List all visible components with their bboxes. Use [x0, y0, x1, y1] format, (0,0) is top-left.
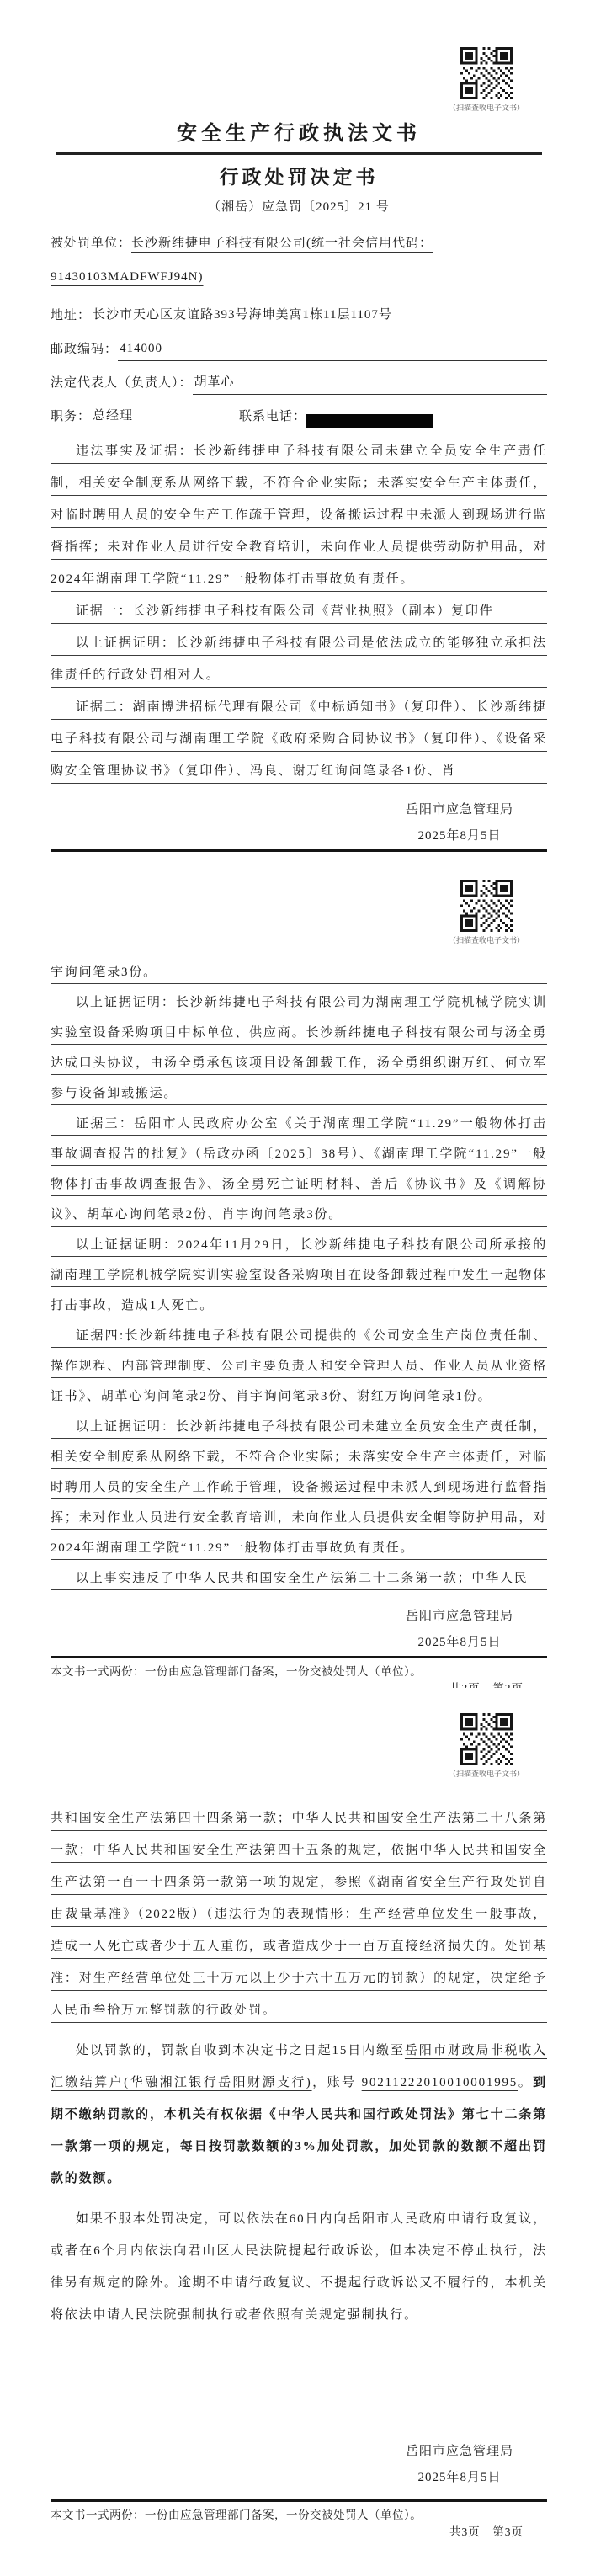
qr-caption: （扫描查收电子文书） [448, 936, 524, 945]
field-legal-representative [50, 361, 547, 395]
page-3 [0, 1688, 606, 2576]
account-number: 90211222010010001995 [361, 2076, 518, 2089]
signature-date: 2025年8月5日 [417, 1636, 502, 1649]
page-2 [0, 854, 606, 1688]
address-label: 地址： [50, 309, 92, 322]
evidence-4-paragraph: 证据四:长沙新纬捷电子科技有限公司提供的《公司安全生产岗位责任制、操作规程、内部管理制度、公司主要负责人和安全管理人员、作业人员从业资格证书》、胡革心询问笔录2份、肖宇询问笔录3份、谢红万询问笔录1份。 [50, 1329, 547, 1403]
signature-agency: 岳阳市应急管理局 [405, 803, 513, 817]
review-authority: 岳阳市人民政府 [348, 2212, 448, 2226]
postal-value: 414000 [118, 342, 169, 361]
evidence-3-paragraph: 证据三：岳阳市人民政府办公室《关于湖南理工学院“11.29”一般物体打击事故调查报告的批复》（岳政办函〔2025〕38号）、《湖南理工学院“11.29”一般物体打击事故调查报告》、汤全勇死亡证明材料、善后《协议书》及《调解协议》、胡革心询问笔录2份、肖宇询问笔录3份。 [50, 1117, 547, 1221]
evidence-1-paragraph: 证据一：长沙新纬捷电子科技有限公司《营业执照》（副本）复印件 [76, 604, 494, 618]
party-fields [50, 226, 547, 428]
penalized-unit-value: 长沙新纬捷电子科技有限公司(统一社会信用代码：91430103MADFWFJ94N) [50, 237, 433, 284]
qr-block [444, 880, 529, 945]
facts-evidence-paragraph: 违法事实及证据：长沙新纬捷电子科技有限公司未建立全员安全生产责任制，相关安全制度系从网络下载，不符合企业实际；未落实安全生产主体责任，对临时聘用人员的安全生产工作疏于管理，设备搬运过程中未派人到现场进行监督指挥；未对作业人员进行安全教育培训，未向作业人员提供劳动防护用品，对2024年湖南理工学院“11.29”一般物体打击事故负有责任。 [50, 444, 547, 586]
signature-block [406, 797, 513, 849]
evidence-3-proof-paragraph: 以上证据证明：2024年11月29日，长沙新纬捷电子科技有限公司所承接的湖南理工学院机械学院实训实验室设备采购项目在设备卸载过程中发生一起物体打击事故，造成1人死亡。 [50, 1238, 547, 1312]
violation-clause-paragraph: 以上事实违反了中华人民共和国安全生产法第二十二条第一款；中华人民 [76, 1572, 529, 1585]
page-number: 共3页 第3页 [449, 2525, 524, 2538]
legal-rep-value: 胡革心 [193, 372, 242, 395]
qr-caption: （扫描查收电子文书） [448, 1770, 524, 1778]
appeal-text-3: 提起行政诉讼，但本决定不停止执行，法律另有规定的除外。逾期不申请行政复议、不提起行政诉讼又不履行的，本机关将依法申请人民法院强制执行或者依照有关规定强制执行。 [50, 2244, 547, 2322]
underline-fill [242, 394, 547, 395]
job-title-value: 总经理 [91, 406, 140, 428]
underline-fill [169, 360, 547, 361]
evidence-2-paragraph: 证据二：湖南博进招标代理有限公司《中标通知书》（复印件）、长沙新纬捷电子科技有限公司与湖南理工学院《政府采购合同协议书》（复印件）、《设备采购安全管理协议书》（复印件）、冯良、谢万红询问笔录各1份、肖 [50, 700, 547, 778]
qr-block [444, 47, 529, 113]
qr-code [460, 880, 513, 932]
phone-label: 联系电话： [239, 410, 307, 423]
fine-payment-paragraph [50, 2035, 547, 2195]
signature-agency: 岳阳市应急管理局 [405, 1610, 513, 1623]
page3-legal-basis [50, 1802, 547, 2026]
field-postal-code [50, 327, 547, 361]
litigation-court: 君山区人民法院 [188, 2244, 289, 2258]
appeal-text-1: 如果不服本处罚决定，可以依法在60日内向 [76, 2212, 348, 2226]
address-value: 长沙市天心区友谊路393号海坤美寓1栋11层1107号 [91, 305, 399, 327]
payment-bank-account-name: 岳阳市财政局非税收入汇缴结算户(华融湘江银行岳阳财源支行) [50, 2044, 547, 2089]
field-address [50, 294, 547, 327]
legal-rep-label: 法定代表人（负责人）： [50, 376, 193, 390]
title-divider [56, 152, 542, 155]
footer-note: 本文书一式两份：一份由应急管理部门备案，一份交被处罚人（单位）。 [50, 1665, 423, 1678]
signature-date: 2025年8月5日 [417, 829, 502, 843]
evidence-1-proof-paragraph: 以上证据证明：长沙新纬捷电子科技有限公司是依法成立的能够独立承担法律责任的行政处罚相对人。 [50, 636, 547, 682]
signature-block [406, 2439, 513, 2491]
redacted-phone [306, 414, 433, 428]
late-payment-penalty-clause: 到期不缴纳罚款的，本机关有权依据《中华人民共和国行政处罚法》第七十二条第一款第一项的规定，每日按罚款数额的3%加处罚款，加处罚款的数额不超出罚款的数额。 [50, 2076, 547, 2185]
sentence-period: 。 [518, 2076, 534, 2089]
field-title-and-phone [50, 395, 547, 428]
page1-body [50, 435, 547, 787]
fine-payment-text: 处以罚款的，罚款自收到本决定书之日起15日内缴至 [76, 2044, 405, 2057]
page2-body [50, 957, 547, 1594]
page3-footer [50, 2499, 547, 2576]
evidence-2-proof-paragraph: 以上证据证明：长沙新纬捷电子科技有限公司为湖南理工学院机械学院实训实验室设备采购项目中标单位、供应商。长沙新纬捷电子科技有限公司与汤全勇达成口头协议，由汤全勇承包该项目设备卸载工作，汤全勇组织谢万红、何立军参与设备卸载搬运。 [50, 996, 547, 1100]
doc-title: 行政处罚决定书 [219, 167, 379, 188]
doc-number: （湘岳）应急罚〔2025〕21 号 [208, 200, 390, 214]
appeal-text-2: 申请行政复议，或者在6个月内依法向 [50, 2212, 547, 2258]
qr-code [460, 1713, 513, 1765]
evidence-4-proof-paragraph: 以上证据证明：长沙新纬捷电子科技有限公司未建立全员安全生产责任制，相关安全制度系从网络下载，不符合企业实际；未落实安全生产主体责任，对临时聘用人员的安全生产工作疏于管理，设备搬运过程中未派人到现场进行监督指挥；未对作业人员进行安全教育培训，未向作业人员提供安全帽等防护用品，对2024年湖南理工学院“11.29”一般物体打击事故负有责任。 [50, 1420, 547, 1555]
header-title: 安全生产行政执法文书 [177, 123, 421, 145]
footer-note: 本文书一式两份：一份由应急管理部门备案，一份交被处罚人（单位）。 [50, 2509, 423, 2521]
account-label: ，账号 [311, 2076, 362, 2089]
appeal-rights-paragraph [50, 2203, 547, 2331]
qr-code [460, 47, 513, 99]
postal-label: 邮政编码： [50, 343, 119, 356]
qr-caption: （扫描查收电子文书） [448, 104, 524, 112]
qr-block [444, 1713, 529, 1779]
page-1 [0, 0, 606, 854]
signature-block [406, 1604, 513, 1656]
legal-basis-paragraph: 共和国安全生产法第四十四条第一款；中华人民共和国安全生产法第二十八条第一款；中华人民共和国安全生产法第四十五条的规定，依据中华人民共和国安全生产法第一百一十四条第一款第一项的规定，参照《湖南省安全生产行政处罚自由裁量基准》（2022版）（违法行为的表现情形：生产经营单位发生一般事故，造成一人死亡或者少于五人重伤，或者造成少于一百万直接经济损失的。处罚基准：对生产经营单位处三十万元以上少于六十五万元的罚款）的规定，决定给予人民币叁拾万元整罚款的行政处罚。 [50, 1812, 547, 2017]
signature-date: 2025年8月5日 [417, 2471, 502, 2484]
signature-agency: 岳阳市应急管理局 [405, 2445, 513, 2458]
field-penalized-unit [50, 226, 547, 294]
continuation-paragraph: 宇询问笔录3份。 [50, 966, 157, 979]
penalized-unit-label: 被处罚单位： [50, 237, 132, 250]
job-title-label: 职务： [50, 410, 92, 423]
